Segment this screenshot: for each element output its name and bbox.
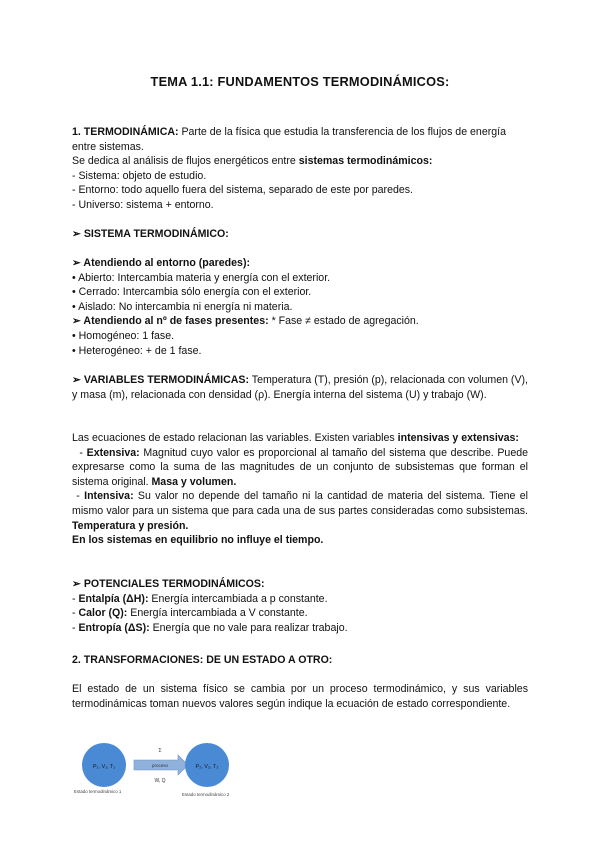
intro-text: Las ecuaciones de estado relacionan las variables. Existen variables (72, 432, 398, 444)
intensiva-dash: - (72, 490, 85, 503)
state-1-caption: Estado termodinámico 1 (74, 789, 122, 794)
extensiva-paragraph (72, 446, 528, 490)
extensiva-heading: Extensiva: (86, 446, 140, 459)
fases-note: * Fase ≠ estado de agregación. (268, 315, 419, 328)
page-title: TEMA 1.1: FUNDAMENTOS TERMODINÁMICOS: (150, 74, 450, 89)
list-item: • Heterogéneo: + de 1 fase. (72, 344, 202, 357)
state-1-label: P₁, V₁, T₁ (92, 764, 116, 770)
section-potenciales (72, 577, 528, 635)
section-heading: ➢ POTENCIALES TERMODINÁMICOS: (72, 578, 265, 590)
list-item: • Aislado: No intercambia ni energía ni materia. (72, 300, 293, 313)
item-term: Entropía (ΔS): (78, 621, 150, 634)
section-heading: 1. TERMODINÁMICA: (72, 126, 179, 138)
state-2-caption: Estado termodinámico 2 (182, 792, 230, 797)
section-sistema (72, 227, 528, 242)
equilibrio-note: En los sistemas en equilibrio no influye el tiempo. (72, 534, 324, 547)
focus-bold: sistemas termodinámicos: (298, 155, 433, 168)
list-item: - Universo: sistema + entorno. (72, 198, 214, 211)
variables-text: Temperatura (T), presión (p), relacionada con volumen (V), y masa (m), relacionada con densidad (ρ). Energía interna del sistema (U) y trabajo (W). (72, 374, 528, 401)
intensiva-examples: Temperatura y presión. (72, 519, 189, 532)
list-item: • Cerrado: Intercambia sólo energía con el exterior. (72, 286, 312, 299)
focus-text: Se dedica al análisis de flujos energéticos entre (72, 155, 299, 168)
section-variables (72, 373, 528, 402)
intensiva-heading: Intensiva: (84, 490, 134, 503)
item-term: Calor (Q): (78, 607, 128, 620)
section-heading: 2. TRANSFORMACIONES: DE UN ESTADO A OTRO: (72, 654, 333, 666)
extensiva-examples: Masa y volumen. (151, 475, 237, 488)
list-item: • Abierto: Intercambia materia y energía con el exterior. (72, 271, 331, 284)
fases-heading: ➢ Atendiendo al nº de fases presentes: (72, 315, 269, 328)
item-term: Entalpía (ΔH): (78, 592, 149, 605)
item-prefix: - (72, 621, 79, 634)
item-prefix: - (72, 607, 79, 620)
focus-line (72, 154, 528, 169)
extensiva-dash: - (72, 446, 87, 459)
list-item: - Sistema: objeto de estudio. (72, 169, 207, 182)
list-item: - Entorno: todo aquello fuera del sistema, separado de este por paredes. (72, 184, 413, 197)
intro-bold: intensivas y extensivas: (397, 432, 519, 444)
list-item (72, 606, 528, 621)
item-text: Energía intercambiada a V constante. (127, 607, 308, 620)
subheading-entorno: ➢ Atendiendo al entorno (paredes): (72, 257, 250, 269)
arrow-bottom-label: W, Q (154, 778, 166, 784)
state-transition-diagram (74, 738, 280, 802)
section-heading: ➢ VARIABLES TERMODINÁMICAS: (72, 374, 250, 386)
section-heading: ➢ SISTEMA TERMODINÁMICO: (72, 228, 229, 240)
definition-paragraph (72, 125, 528, 154)
item-text: Energía que no vale para realizar trabajo. (149, 621, 348, 634)
list-item (72, 592, 528, 607)
item-prefix: - (72, 592, 79, 605)
ecuaciones-intro (72, 431, 528, 446)
list-item (72, 621, 528, 636)
intensiva-text: Su valor no depende del tamaño ni la cantidad de materia del sistema. Tiene el mismo valor para un sistema que para cada una de sus partes consideradas como subsistemas. (72, 490, 528, 517)
arrow-top-label: Σ (158, 748, 162, 754)
section-sistema-body (72, 256, 528, 358)
item-text: Energía intercambiada a p constante. (148, 592, 328, 605)
section-termodinamica (72, 125, 528, 213)
list-item: • Homogéneo: 1 fase. (72, 329, 175, 342)
section-ecuaciones (72, 431, 528, 548)
section-transformaciones (72, 653, 528, 668)
intensiva-paragraph (72, 489, 528, 533)
arrow-mid-label: proceso (151, 763, 169, 768)
state-2-label: P₂, V₂, T₂ (195, 764, 219, 770)
transformaciones-paragraph (72, 682, 528, 711)
transformaciones-text: El estado de un sistema físico se cambia por un proceso termodinámico, y sus variables termodinámicas toman nuevos valores según indique la ecuación de estado correspondiente. (72, 683, 528, 710)
extensiva-text: Magnitud cuyo valor es proporcional al tamaño del sistema que describe. Puede expresarse como la suma de las magnitudes de un conjunto de subsistemas que forman el sistema original. (72, 446, 528, 488)
subheading-fases (72, 314, 528, 329)
definition-text: Parte de la física que estudia la transferencia de los flujos de energía entre sistemas. (72, 126, 506, 153)
